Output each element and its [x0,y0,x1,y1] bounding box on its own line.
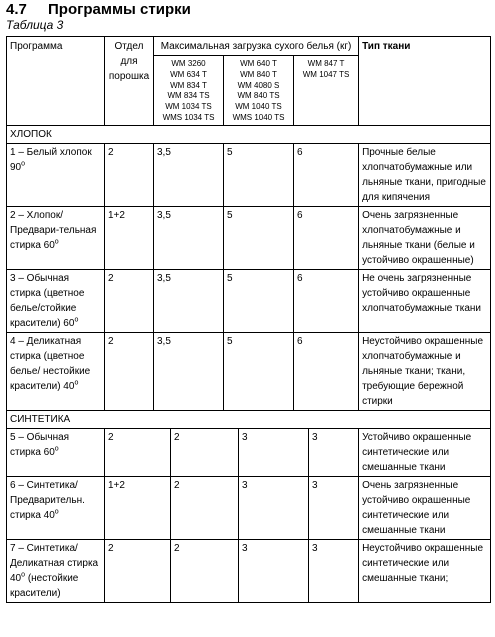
header-row [7,37,491,56]
load-cell-1: 2 [171,476,239,539]
program-cell: 3 – Обычная стирка (цветное белье/стойкие красители) 60$^o$ [7,269,105,332]
detergent-cell: 2 [105,539,171,602]
load-cell-2: 3 [239,476,309,539]
load-cell-3: 3 [309,539,359,602]
table-caption: Таблица 3 [6,18,64,32]
load-cell-1: 3,5 [154,332,224,410]
detergent-cell: 2 [105,428,171,476]
load-cell-1: 3,5 [154,143,224,206]
fabric-cell: Неустойчиво окрашенные хлопчатобумажные и льняные ткани; ткани, требующие бережной стирки [359,332,491,410]
model-group-3: WM 847 T WM 1047 TS [294,56,359,126]
table-row [7,428,491,476]
program-cell: 4 – Деликатная стирка (цветное белье/ нестойкие красители) 40$^o$ [7,332,105,410]
model-group-2: WM 640 T WM 840 T WM 4080 S WM 840 TS WM 1040 TS WMS 1040 TS [224,56,294,126]
detergent-cell: 2 [105,332,154,410]
detergent-cell: 1+2 [105,476,171,539]
load-cell-1: 2 [171,428,239,476]
program-cell: 1 – Белый хлопок 90$^o$ [7,143,105,206]
fabric-cell: Устойчиво окрашенные синтетические или смешанные ткани [359,428,491,476]
table-row [7,539,491,602]
load-cell-1: 3,5 [154,269,224,332]
load-cell-3: 6 [294,332,359,410]
table-row [7,332,491,410]
load-cell-1: 3,5 [154,206,224,269]
load-cell-3: 3 [309,428,359,476]
section-label-synthetic: СИНТЕТИКА [7,410,491,428]
detergent-cell: 2 [105,143,154,206]
load-cell-3: 6 [294,269,359,332]
header-program: Программа [7,37,105,126]
header-max-load: Максимальная загрузка сухого белья (кг) [154,37,359,56]
section-row-cotton [7,125,491,143]
load-cell-3: 6 [294,206,359,269]
program-cell: 2 – Хлопок/ Предвари-тельная стирка 60$^o$ [7,206,105,269]
load-cell-2: 5 [224,269,294,332]
detergent-cell: 2 [105,269,154,332]
fabric-cell: Прочные белые хлопчатобумажные или льняные ткани, пригодные для кипячения [359,143,491,206]
table-row [7,143,491,206]
program-cell: 5 – Обычная стирка 60$^o$ [7,428,105,476]
load-cell-2: 3 [239,428,309,476]
section-title: Программы стирки [48,1,191,18]
load-cell-3: 6 [294,143,359,206]
model-group-1: WM 3260 WM 634 T WM 834 T WM 834 TS WM 1034 TS WMS 1034 TS [154,56,224,126]
table-row [7,206,491,269]
load-cell-2: 3 [239,539,309,602]
header-fabric-type: Тип ткани [359,37,491,126]
load-cell-3: 3 [309,476,359,539]
table-row [7,269,491,332]
load-cell-2: 5 [224,332,294,410]
program-cell: 6 – Синтетика/ Предварительн. стирка 40$^o$ [7,476,105,539]
load-cell-2: 5 [224,143,294,206]
section-heading [6,1,191,18]
load-cell-1: 2 [171,539,239,602]
fabric-cell: Очень загрязненные устойчиво окрашенные синтетические или смешанные ткани [359,476,491,539]
section-row-synthetic [7,410,491,428]
program-cell: 7 – Синтетика/ Деликатная стирка 40$^o$ (нестойкие красители) [7,539,105,602]
fabric-cell: Неустойчиво окрашенные синтетические или смешанные ткани; [359,539,491,602]
table-row [7,476,491,539]
programs-table [6,36,491,603]
fabric-cell: Очень загрязненные хлопчатобумажные и льняные ткани (белые и устойчиво окрашенные) [359,206,491,269]
load-cell-2: 5 [224,206,294,269]
section-label-cotton: ХЛОПОК [7,125,491,143]
section-number: 4.7 [6,1,27,18]
header-detergent: Отдел для порошка [105,37,154,126]
fabric-cell: Не очень загрязненные устойчиво окрашенные хлопчатобумажные ткани [359,269,491,332]
detergent-cell: 1+2 [105,206,154,269]
